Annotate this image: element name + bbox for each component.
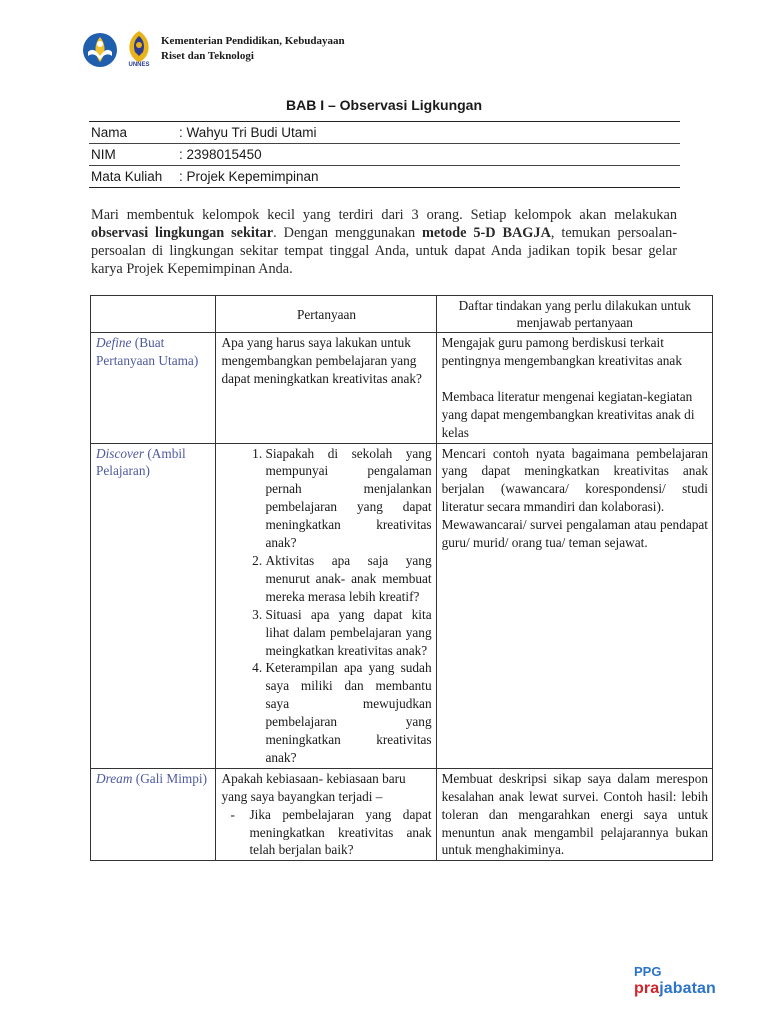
identity-key: Nama bbox=[89, 122, 177, 144]
question-cell bbox=[216, 768, 436, 861]
list-item: 4. Keterampilan apa yang sudah saya miliki dan membantu saya mewujudkan pembelajaran yang meningkatkan kreativitas anak? bbox=[265, 659, 431, 766]
prajabatan-logo-text bbox=[634, 980, 716, 998]
prajabatan-red-part: pra bbox=[634, 980, 660, 997]
phase-desc: (Buat Pertanyaan Utama) bbox=[96, 335, 199, 368]
table-header-row bbox=[91, 296, 713, 333]
phase-discover bbox=[91, 443, 216, 768]
question-text: Apa yang harus saya lakukan untuk mengembangkan pembelajaran yang dapat meningkatkan kreativitas anak? bbox=[221, 335, 422, 386]
identity-key: NIM bbox=[89, 144, 177, 166]
phase-name: Define bbox=[96, 335, 132, 350]
identity-row-nama bbox=[89, 122, 680, 144]
intro-bold-observasi: observasi lingkungan sekitar bbox=[91, 225, 274, 241]
spacer bbox=[442, 370, 708, 388]
list-item: 3. Situasi apa yang dapat kita lihat dalam pembelajaran yang meingkatkan kreativitas anak? bbox=[265, 606, 431, 660]
intro-text: Mari membentuk kelompok kecil yang terdiri dari 3 orang. Setiap kelompok akan melakukan bbox=[91, 207, 677, 223]
intro-text: . Dengan menggunakan bbox=[273, 225, 423, 241]
ministry-line-1: Kementerian Pendidikan, Kebudayaan bbox=[161, 35, 345, 47]
identity-row-mata-kuliah bbox=[89, 166, 680, 188]
bagja-table bbox=[90, 295, 713, 861]
unnes-logo-text: UNNES bbox=[128, 62, 150, 68]
action-text: Mewawancarai/ survei pengalaman atau pendapat guru/ murid/ orang tua/ teman sejawat. bbox=[441, 517, 708, 551]
phase-desc: (Ambil Pelajaran) bbox=[96, 445, 186, 479]
row-dream bbox=[91, 768, 713, 861]
kemdikbud-logo-icon bbox=[82, 32, 118, 68]
action-cell bbox=[436, 333, 712, 444]
list-item: - Jika pembelajaran yang dapat meningkatkan kreativitas anak telah berjalan baik? bbox=[249, 806, 431, 860]
row-define bbox=[91, 333, 713, 444]
ppg-logo-text: PPG bbox=[634, 964, 662, 979]
action-text: Mencari contoh nyata bagaimana pembelajaran yang dapat meningkatkan kreativitas anak berjalan (wawancara/ korespondensi/ studi literatur secara mmandiri dan kolaborasi). bbox=[441, 445, 708, 515]
phase-dream bbox=[91, 768, 216, 861]
action-text: Membaca literatur mengenai kegiatan-kegiatan yang dapat mengembangkan kreativitas anak di kelas bbox=[441, 388, 695, 440]
list-item: 2. Aktivitas apa saja yang menurut anak- anak membuat mereka merasa lebih kreatif? bbox=[265, 552, 431, 606]
header-empty-cell bbox=[91, 296, 216, 333]
list-item: 1. Siapakah di sekolah yang mempunyai pengalaman pernah menjalankan pembelajaran yang dapat meningkatkan kreativitas anak? bbox=[265, 445, 431, 552]
ministry-name bbox=[161, 34, 345, 64]
ppg-prajabatan-logo bbox=[634, 964, 724, 1004]
action-text: Mengajak guru pamong berdiskusi terkait pentingnya mengembangkan kreativitas anak bbox=[441, 335, 682, 368]
intro-text: , temukan persoalan-persoalan di lingkungan sekitar tempat tinggal Anda, untuk dapat Anda jadikan topik besar gelar karya Projek Kepemimpinan Anda. bbox=[91, 225, 677, 277]
phase-name: Discover bbox=[96, 445, 144, 461]
header-daftar-tindakan: Daftar tindakan yang perlu dilakukan untuk menjawab pertanyaan bbox=[436, 296, 712, 333]
question-cell bbox=[216, 333, 436, 444]
identity-table bbox=[89, 121, 680, 188]
phase-name: Dream bbox=[96, 770, 133, 786]
page-title: BAB I – Observasi Ligkungan bbox=[285, 97, 483, 113]
identity-value: : Projek Kepemimpinan bbox=[179, 169, 319, 184]
question-list bbox=[221, 445, 431, 767]
question-cell bbox=[216, 443, 436, 768]
row-discover bbox=[91, 443, 713, 768]
ministry-line-2: Riset dan Teknologi bbox=[161, 50, 254, 62]
question-list bbox=[221, 806, 431, 860]
identity-row-nim bbox=[89, 144, 680, 166]
prajabatan-blue-part: jabatan bbox=[659, 980, 716, 997]
action-cell bbox=[436, 768, 712, 861]
question-text: Apakah kebiasaan- kebiasaan baru yang saya bayangkan terjadi – bbox=[221, 770, 406, 804]
header-pertanyaan: Pertanyaan bbox=[216, 296, 436, 333]
identity-key: Mata Kuliah bbox=[91, 169, 163, 184]
intro-paragraph bbox=[91, 206, 677, 278]
phase-desc: (Gali Mimpi) bbox=[132, 770, 208, 786]
action-text: Membuat deskripsi sikap saya dalam merespon kesalahan anak lewat survei. Contoh hasil: lebih toleran dan mengarahkan energi saya untuk menuntun anak mengambil pelajarannya bukan untuk menghakiminya. bbox=[441, 770, 708, 858]
identity-value: : 2398015450 bbox=[177, 144, 680, 166]
phase-define bbox=[91, 333, 216, 444]
identity-value: : Wahyu Tri Budi Utami bbox=[177, 122, 680, 144]
action-cell bbox=[436, 443, 712, 768]
intro-bold-metode: metode 5-D BAGJA bbox=[422, 225, 551, 241]
